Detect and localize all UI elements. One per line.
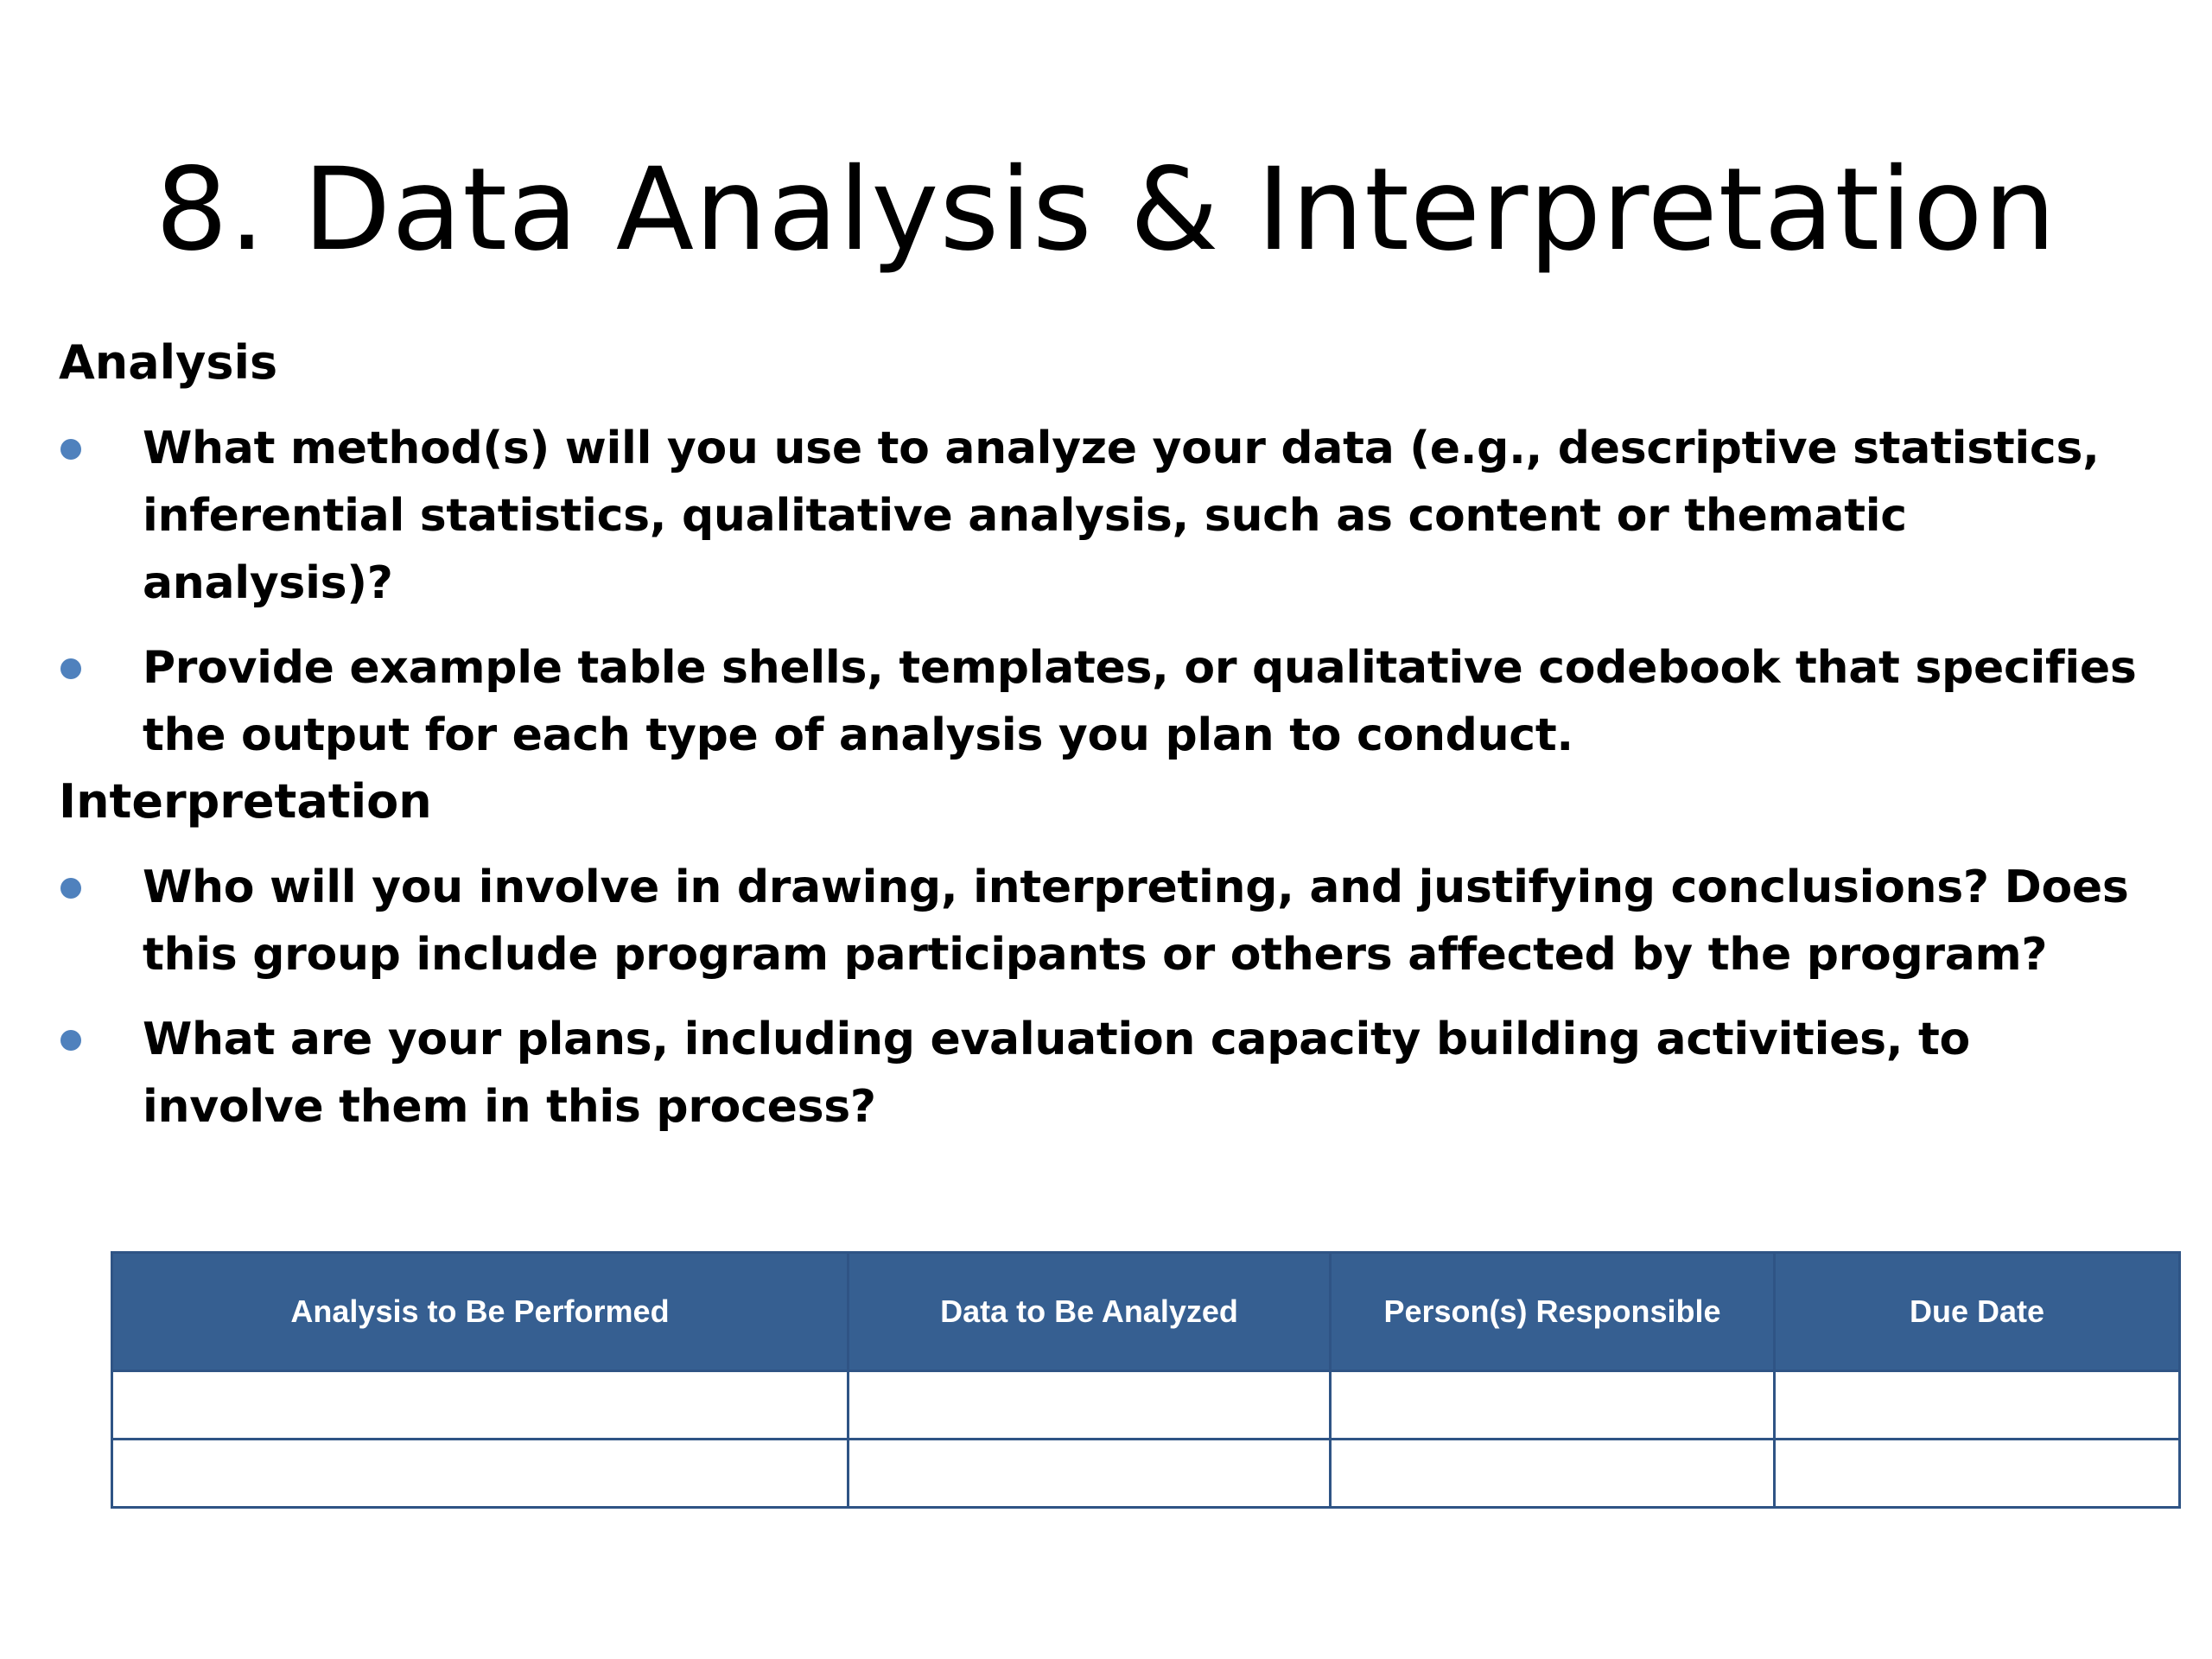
table-row	[112, 1440, 2180, 1508]
table-cell[interactable]	[112, 1440, 849, 1508]
bullet-text: What method(s) will you use to analyze your data (e.g., descriptive statistics, inferential statistics, qualitative analysis, such as content or thematic analysis)?	[143, 423, 2100, 609]
table-cell[interactable]	[1775, 1371, 2180, 1440]
table-cell[interactable]	[849, 1440, 1331, 1508]
header-analysis-to-be-performed: Analysis to Be Performed	[112, 1253, 849, 1371]
analysis-bullet-methods	[0, 415, 2156, 617]
header-due-date: Due Date	[1775, 1253, 2180, 1371]
slide-title: 8. Data Analysis & Interpretation	[155, 143, 2057, 276]
table-cell[interactable]	[1775, 1440, 2180, 1508]
interpretation-heading: Interpretation	[59, 774, 432, 829]
header-persons-responsible: Person(s) Responsible	[1331, 1253, 1775, 1371]
bullet-icon	[60, 439, 81, 460]
table-cell[interactable]	[112, 1371, 849, 1440]
header-data-to-be-analyzed: Data to Be Analyzed	[849, 1253, 1331, 1371]
bullet-icon	[60, 878, 81, 899]
analysis-heading: Analysis	[59, 335, 278, 390]
bullet-text: Who will you involve in drawing, interpreting, and justifying conclusions? Does this group include program participants or others affected by the program?	[143, 861, 2129, 981]
analysis-bullet-table-shells	[0, 634, 2156, 769]
analysis-plan-table	[111, 1251, 2181, 1509]
interpretation-bullet-plans	[0, 1006, 2156, 1141]
bullet-icon	[60, 658, 81, 679]
table-header-row	[112, 1253, 2180, 1371]
table-cell[interactable]	[1331, 1440, 1775, 1508]
analysis-bullet-list	[0, 415, 2212, 786]
bullet-text: Provide example table shells, templates, or qualitative codebook that specifies the output for each type of analysis you plan to conduct.	[143, 642, 2137, 761]
table-row	[112, 1371, 2180, 1440]
bullet-icon	[60, 1030, 81, 1051]
interpretation-bullet-who	[0, 854, 2156, 988]
table-cell[interactable]	[849, 1371, 1331, 1440]
bullet-text: What are your plans, including evaluation capacity building activities, to involve them in this process?	[143, 1014, 1970, 1133]
interpretation-bullet-list	[0, 854, 2212, 1158]
table-cell[interactable]	[1331, 1371, 1775, 1440]
